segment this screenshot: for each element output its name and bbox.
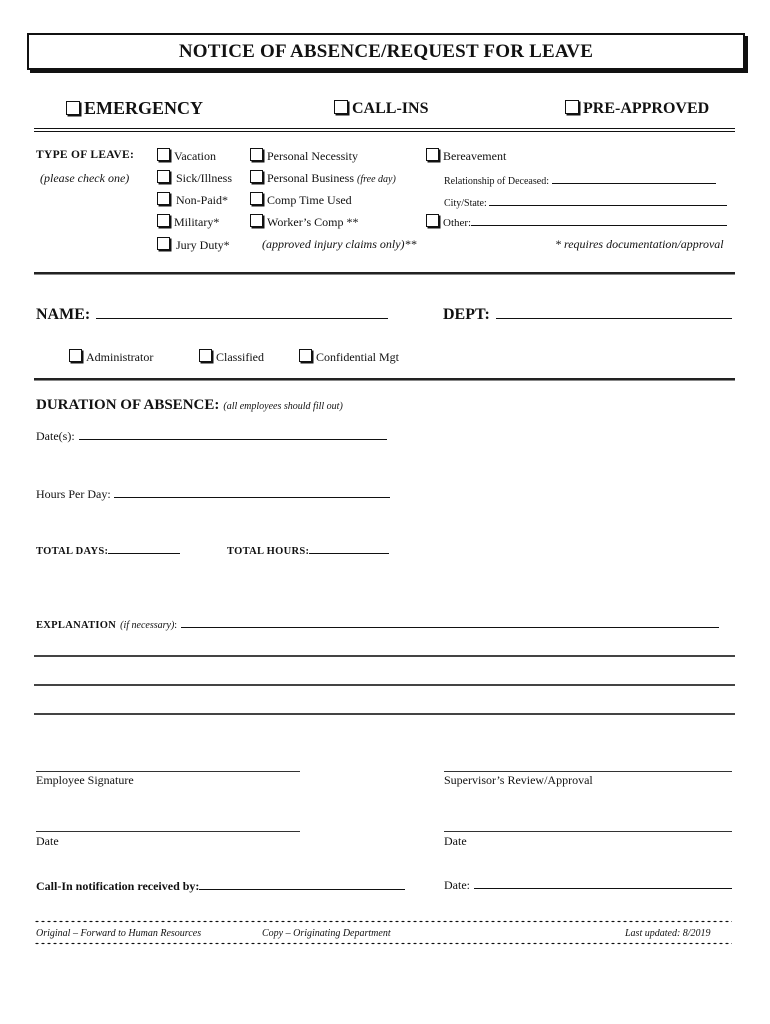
workers-comp-note: (approved injury claims only)** — [262, 237, 417, 251]
explanation-label: EXPLANATION — [36, 620, 117, 631]
callin-date-line[interactable] — [474, 878, 732, 889]
bereavement-checkbox[interactable] — [426, 148, 439, 161]
callin-date-field[interactable] — [444, 878, 732, 893]
explanation-field[interactable] — [36, 615, 719, 633]
city-state-field[interactable] — [444, 195, 734, 209]
relationship-line[interactable] — [552, 173, 716, 184]
sick-checkbox[interactable] — [157, 170, 170, 183]
city-state-label: City/State: — [444, 198, 487, 209]
employee-signature-line[interactable] — [36, 771, 300, 772]
other-checkbox[interactable] — [426, 214, 439, 227]
vacation-checkbox[interactable] — [157, 148, 170, 161]
explanation-note: (if necessary) — [120, 620, 175, 631]
jury-duty-label: Jury Duty* — [176, 238, 230, 252]
check-one-hint: (please check one) — [40, 171, 130, 185]
leave-personal-business[interactable] — [250, 170, 396, 186]
duration-heading: DURATION OF ABSENCE: — [36, 397, 220, 413]
free-day-note: (free day) — [357, 174, 396, 185]
leave-non-paid[interactable] — [157, 192, 228, 208]
explanation-line-3[interactable] — [34, 713, 735, 715]
callin-line[interactable] — [199, 879, 405, 890]
divider-top — [34, 128, 735, 132]
leave-sick[interactable] — [157, 170, 232, 186]
personal-business-label: Personal Business — [267, 171, 354, 185]
leave-other[interactable] — [426, 214, 736, 230]
name-line[interactable] — [96, 308, 388, 319]
total-hours-label: TOTAL HOURS: — [227, 546, 310, 557]
non-paid-label: Non-Paid* — [176, 193, 228, 207]
relationship-field[interactable] — [444, 173, 734, 187]
hours-per-day-label: Hours Per Day: — [36, 487, 111, 501]
military-label: Military* — [174, 215, 220, 229]
emergency-option[interactable] — [66, 98, 203, 119]
personal-business-checkbox[interactable] — [250, 170, 263, 183]
other-label: Other: — [443, 217, 472, 229]
form-title-box — [27, 33, 745, 70]
footer-border-bottom — [34, 942, 732, 945]
explanation-line-0[interactable] — [181, 617, 719, 628]
form-title: NOTICE OF ABSENCE/REQUEST FOR LEAVE — [178, 40, 594, 62]
leave-bereavement[interactable] — [426, 148, 506, 164]
total-days-label: TOTAL DAYS: — [36, 546, 109, 557]
leave-personal-necessity[interactable] — [250, 148, 358, 164]
employee-date-label: Date — [36, 834, 59, 848]
non-paid-checkbox[interactable] — [157, 192, 170, 205]
emergency-label: EMERGENCY — [84, 98, 204, 118]
explanation-colon: : — [174, 620, 178, 631]
comp-time-label: Comp Time Used — [267, 193, 352, 207]
leave-jury-duty[interactable] — [157, 237, 230, 253]
pre-approved-option[interactable] — [565, 100, 709, 118]
callin-label: Call-In notification received by: — [36, 879, 200, 893]
workers-comp-label: Worker’s Comp ** — [267, 215, 359, 229]
bereavement-label: Bereavement — [443, 149, 507, 163]
type-classified[interactable] — [199, 349, 264, 365]
dates-line[interactable] — [79, 429, 387, 440]
vacation-label: Vacation — [174, 149, 216, 163]
call-ins-checkbox[interactable] — [334, 100, 348, 114]
name-label: NAME: — [36, 306, 91, 323]
hours-per-day-field[interactable] — [36, 487, 390, 502]
administrator-checkbox[interactable] — [69, 349, 82, 362]
dept-line[interactable] — [496, 308, 732, 319]
name-field[interactable] — [36, 306, 388, 324]
footer-original: Original – Forward to Human Resources — [36, 928, 202, 939]
supervisor-signature-line[interactable] — [444, 771, 732, 772]
personal-necessity-label: Personal Necessity — [267, 149, 358, 163]
classified-label: Classified — [216, 350, 264, 364]
dates-label: Date(s): — [36, 429, 75, 443]
explanation-line-2[interactable] — [34, 684, 735, 686]
sick-label: Sick/Illness — [176, 171, 232, 185]
dept-label: DEPT: — [443, 306, 490, 323]
classified-checkbox[interactable] — [199, 349, 212, 362]
duration-heading-row — [36, 396, 343, 414]
pre-approved-checkbox[interactable] — [565, 100, 579, 114]
leave-military[interactable] — [157, 214, 219, 230]
type-administrator[interactable] — [69, 349, 153, 365]
relationship-label: Relationship of Deceased: — [444, 176, 549, 187]
military-checkbox[interactable] — [157, 214, 170, 227]
leave-comp-time[interactable] — [250, 192, 352, 208]
callin-date-label: Date: — [444, 878, 470, 892]
dates-field[interactable] — [36, 429, 387, 444]
duration-note: (all employees should fill out) — [223, 401, 343, 412]
total-days-line[interactable] — [108, 543, 180, 554]
confidential-mgt-checkbox[interactable] — [299, 349, 312, 362]
divider-leave — [34, 272, 735, 275]
footer-copy: Copy – Originating Department — [262, 928, 391, 939]
total-hours-field[interactable] — [227, 543, 389, 557]
supervisor-approval-label: Supervisor’s Review/Approval — [444, 773, 593, 787]
call-ins-label: CALL-INS — [352, 100, 429, 117]
jury-duty-checkbox[interactable] — [157, 237, 170, 250]
callin-field[interactable] — [36, 877, 405, 895]
emergency-checkbox[interactable] — [66, 101, 80, 115]
employee-date-line[interactable] — [36, 831, 300, 832]
workers-comp-checkbox[interactable] — [250, 214, 263, 227]
administrator-label: Administrator — [86, 350, 154, 364]
dept-field[interactable] — [443, 306, 732, 324]
other-line[interactable] — [471, 215, 727, 226]
total-days-field[interactable] — [36, 543, 180, 557]
city-state-line[interactable] — [489, 195, 727, 206]
leave-workers-comp[interactable] — [250, 214, 358, 230]
comp-time-checkbox[interactable] — [250, 192, 263, 205]
footer-border-top — [34, 920, 732, 923]
personal-necessity-checkbox[interactable] — [250, 148, 263, 161]
pre-approved-label: PRE-APPROVED — [583, 100, 710, 117]
supervisor-date-line[interactable] — [444, 831, 732, 832]
type-confidential-mgt[interactable] — [299, 349, 399, 365]
leave-vacation[interactable] — [157, 148, 216, 164]
requires-documentation-note: * requires documentation/approval — [555, 237, 724, 251]
type-of-leave-label: TYPE OF LEAVE: — [36, 149, 135, 161]
total-hours-line[interactable] — [309, 543, 389, 554]
divider-name — [34, 378, 735, 381]
explanation-line-1[interactable] — [34, 655, 735, 657]
hours-per-day-line[interactable] — [114, 487, 390, 498]
footer-last-updated: Last updated: 8/2019 — [625, 928, 711, 939]
supervisor-date-label: Date — [444, 834, 467, 848]
call-ins-option[interactable] — [334, 100, 428, 118]
confidential-mgt-label: Confidential Mgt — [316, 350, 399, 364]
employee-signature-label: Employee Signature — [36, 773, 134, 787]
